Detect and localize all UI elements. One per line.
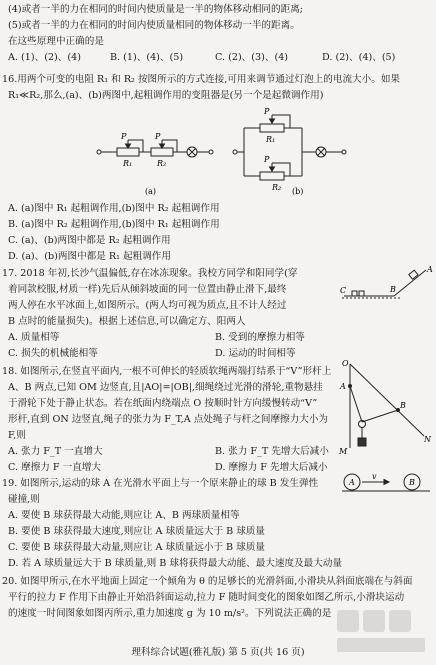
v-rod-figure xyxy=(336,358,434,458)
q15-option-c: C. (2)、(3)、(4) xyxy=(215,52,289,63)
q19-option-a: A. 要使 B 球获得最大动能,则应让 A、B 两球质量相等 xyxy=(8,510,240,521)
collision-label-a: A xyxy=(349,478,355,487)
slope-label-b: B xyxy=(390,285,396,294)
fig-b-label-r1: R₁ xyxy=(266,135,276,144)
q19-stem-line-2: 碰撞,则 xyxy=(8,494,40,505)
circuit-figure-b xyxy=(232,104,352,198)
q18-stem-line-2: A、B 两点,已知 OM 边竖直,且|AO|=|OB|,细绳绕过光滑的滑轮,重物悬挂 xyxy=(8,382,323,393)
circuit-figure-a xyxy=(95,108,215,198)
q20-stem-line-1: 20. 如图甲所示,在水平地面上固定一个倾角为 θ 的足够长的光滑斜面,小滑块从斜面底端在与斜面 xyxy=(2,576,413,587)
q16-option-b: B. (a)图中 R₂ 起粗调作用,(b)图中 R₁ 起粗调作用 xyxy=(8,219,220,230)
collision-figure xyxy=(340,470,432,496)
q15-statement-4: (4)或者一半的力在相同的时间内使质量是一半的物体移动相同的距离; xyxy=(8,4,304,15)
q20-stem-line-3: 的速度一时间图象如图丙所示,重力加速度 g 为 10 m/s²。下列说法正确的是 xyxy=(8,608,332,619)
q18-stem-line-3: 于滑轮下处于静止状态。若在纸面内绕端点 O 按顺时针方向缓慢转动“V” xyxy=(8,398,318,409)
fig-a-label-p1: P xyxy=(121,132,127,141)
q16-stem-line-2: R₁≪R₂,那么,(a)、(b)两图中,起粗调作用的变阻器是(另一个是起微调作用) xyxy=(8,90,324,101)
q17-option-d: D. 运动的时间相等 xyxy=(215,348,296,359)
v-rod-label-n: N xyxy=(424,435,431,444)
q16-option-a: A. (a)图中 R₁ 起粗调作用,(b)图中 R₂ 起粗调作用 xyxy=(8,203,220,214)
q18-option-c: C. 摩擦力 F 一直增大 xyxy=(8,462,102,473)
q17-option-c: C. 损失的机械能相等 xyxy=(8,348,98,359)
q19-option-d: D. 若 A 球质量远大于 B 球质量,则 B 球将获得最大动能、最大速度及最大动量 xyxy=(8,558,343,569)
q16-option-d: D. (a)、(b)两图中都是 R₁ 起粗调作用 xyxy=(8,251,171,262)
collision-label-v: v xyxy=(372,472,377,481)
fig-a-label-r1: R₁ xyxy=(123,159,133,168)
q15-option-d: D. (2)、(4)、(5) xyxy=(322,52,396,63)
q17-stem-line-3: 两人停在水平冰面上,如图所示。(两人均可视为质点,且不计人经过 xyxy=(8,300,287,311)
q19-stem-line-1: 19. 如图所示,运动的球 A 在光滑水平面上与一个原来静止的球 B 发生弹性 xyxy=(2,478,319,489)
fig-a-label-r2: R₂ xyxy=(157,159,167,168)
slope-label-a: A xyxy=(427,265,433,274)
q18-stem-line-4: 形杆,直到 ON 边竖直,绳子的张力为 F_T,A 点处绳子与杆之间摩擦力大小为 xyxy=(8,414,329,425)
fig-b-label-p2: P xyxy=(264,155,270,164)
q15-option-b: B. (1)、(4)、(5) xyxy=(110,52,184,63)
fig-b-caption: (b) xyxy=(292,187,304,196)
q17-option-a: A. 质量相等 xyxy=(8,332,60,343)
v-rod-label-m: M xyxy=(339,447,348,456)
q15-option-a: A. (1)、(2)、(4) xyxy=(8,52,81,63)
q17-stem-line-1: 17. 2018 年初,长沙气温偏低,存在冰冻现象。我校方同学和阳同学(穿 xyxy=(2,268,298,279)
fig-a-label-p2: P xyxy=(155,132,161,141)
q18-option-d: D. 摩擦力 F 先增大后减小 xyxy=(215,462,328,473)
collision-label-b: B xyxy=(409,478,415,487)
q17-option-b: B. 受到的摩擦力相等 xyxy=(215,332,305,343)
q18-stem-line-1: 18. 如图所示,在竖直平面内,一根不可伸长的轻质软绳两端打结系于“V”形杆上 xyxy=(2,366,332,377)
slope-figure xyxy=(338,262,434,302)
v-rod-label-o: O xyxy=(342,359,349,368)
fig-b-label-r2: R₂ xyxy=(272,183,282,192)
q18-option-b: B. 张力 F_T 先增大后减小 xyxy=(215,446,329,457)
q17-stem-line-4: B 点时的能量损失)。根据上述信息,可以确定方、阳两人 xyxy=(8,316,246,327)
fig-b-label-p1: P xyxy=(264,107,270,116)
q18-stem-line-5: F,则 xyxy=(8,430,26,441)
slope-label-c: C xyxy=(340,286,347,295)
q19-option-c: C. 要使 B 球获得最大动量,则应让 A 球质量远小于 B 球质量 xyxy=(8,542,265,553)
fig-a-caption: (a) xyxy=(145,187,157,196)
q15-statement-5: (5)或者一半的力在相同的时间内使质量相同的物体移动一半的距离。 xyxy=(8,20,300,31)
page-footer: 理科综合试题(雅礼版) 第 5 页(共 16 页) xyxy=(131,647,305,658)
v-rod-label-b: B xyxy=(400,401,406,410)
q19-option-b: B. 要使 B 球获得最大速度,则应让 A 球质量远大于 B 球质量 xyxy=(8,526,265,537)
q17-stem-line-2: 着同款校服,材质一样)先后从倾斜坡面的同一位置由静止滑下,最终 xyxy=(8,284,287,295)
q16-stem-line-1: 16.用两个可变的电阻 R₁ 和 R₂ 按图所示的方式连接,可用来调节通过灯泡上的电流大小。如果 xyxy=(2,74,401,85)
v-rod-label-a: A xyxy=(340,382,346,391)
q16-option-c: C. (a)、(b)两图中都是 R₂ 起粗调作用 xyxy=(8,235,171,246)
q15-prompt: 在这些原理中正确的是 xyxy=(8,36,104,47)
q20-stem-line-2: 平行的拉力 F 作用下由静止开始沿斜面运动,拉力 F 随时间变化的图象如图乙所示,小滑块运动 xyxy=(8,592,405,603)
q18-option-a: A. 张力 F_T 一直增大 xyxy=(8,446,103,457)
